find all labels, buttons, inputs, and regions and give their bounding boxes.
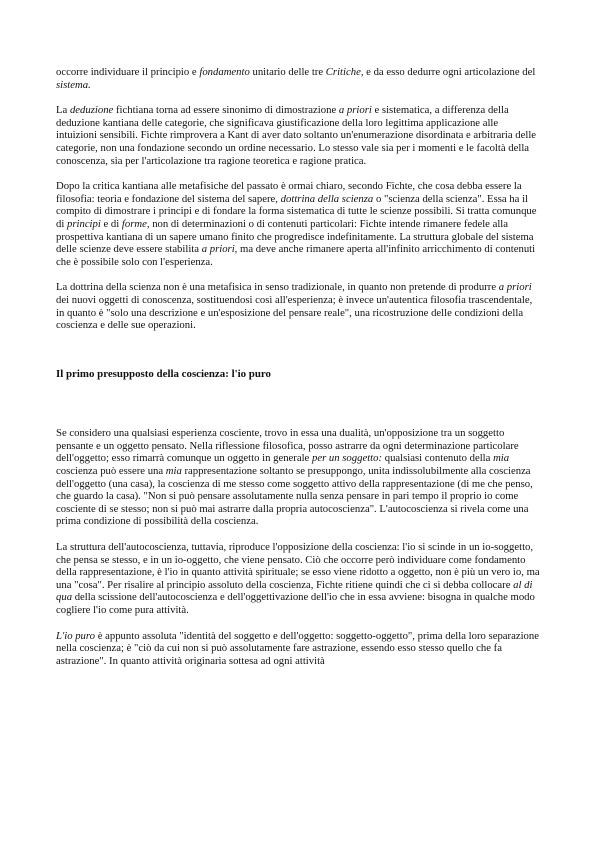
text-run: è appunto assoluta "identità del soggetto e dell'oggetto: soggetto-oggetto", prima della loro separazione nella coscienza; è "ciò da cui non si può assolutamente fare astrazione, essendo esso stesso quello che fa astrazione". In quanto attività originaria sottesa ad ogni attività bbox=[56, 629, 539, 667]
italic-text: deduzione bbox=[69, 104, 114, 117]
section-body bbox=[56, 427, 540, 667]
text-run: La dottrina della scienza non è una metafisica in senso tradizionale, in quanto non pretende di produrre bbox=[56, 281, 499, 294]
intro-section bbox=[56, 66, 540, 332]
text-run: La struttura dell'autocoscienza, tuttavia, riproduce l'opposizione della coscienza: l'io si scinde in un io-soggetto, che pensa se stesso, e in un io-oggetto, che viene pensato. Ciò che occorre però individuare come fondamento della rappresentazione, è l'io in quanto attività spirituale; se esso viene ridotto a oggetto, non è più un vero io, ma una "cosa". Per risalire al principio assoluto della coscienza, Fichte ritiene quindi che ci si debba collocare bbox=[56, 541, 540, 591]
text-run: ma deve anche rimanere aperta all'infinito arricchimento di contenuti che è possibile solo con l'esperienza. bbox=[56, 243, 536, 268]
italic-text: al di qua bbox=[56, 578, 533, 604]
section-heading: Il primo presupposto della coscienza: l'io puro bbox=[56, 367, 272, 380]
text-run: e da esso dedurre ogni articolazione del bbox=[363, 66, 536, 78]
italic-text: L'io puro bbox=[56, 629, 96, 642]
italic-text: mia bbox=[493, 452, 510, 465]
italic-text: mia bbox=[165, 465, 182, 478]
text-run: e sistematica, a differenza della deduzione kantiana delle categorie, che significava giustificazione della loro legittima applicazione alle intuizioni sensibili. Fichte rimprovera a Kant di aver dato soltanto un'enumerazione disordinata e arbitraria delle categorie, non una fondazione secondo un ordine necessario. Lo stesso vale sia per i momenti e le facoltà della conoscenza, sia per l'articolazione tra ragione teoretica e ragione pratica. bbox=[56, 104, 537, 167]
italic-text: fondamento bbox=[199, 66, 250, 78]
text-run: rappresentazione soltanto se presuppongo, unita indissolubilmente alla coscienza dell'oggetto (una casa), la coscienza di me stesso come soggetto attivo della rappresentazione (di me che penso, che guardo la casa). "Non si può pensare assolutamente nulla senza pensare in pari tempo il proprio io come cosciente di se stesso; non si può mai astrarre dalla propria autocoscienza". L'autocoscienza si rivela come una prima condizione di possibilità della coscienza. bbox=[56, 465, 533, 528]
italic-text: Critiche, bbox=[325, 66, 364, 78]
paragraph bbox=[56, 281, 540, 331]
paragraph bbox=[56, 180, 540, 268]
text-run: Dopo la critica kantiana alle metafisiche del passato è ormai chiaro, secondo Fichte, che cosa debba essere la filosofia: teoria e fondazione del sistema del sapere, bbox=[56, 180, 522, 205]
text-run: non di determinazioni o di contenuti particolari: Fichte intende rimanere fedele alla prospettiva kantiana di un sapere umano finito che progredisce indefinitamente. La struttura globale del sistema delle scienze deve essere stabilita bbox=[56, 217, 534, 256]
italic-text: principi bbox=[67, 217, 101, 230]
text-run: dei nuovi oggetti di conoscenza, sostituendosi così all'esperienza; è invece un'autentica filosofia trascendentale, in quanto è "solo una descrizione e un'esposizione del pensare reale", una ricostruzione delle condizioni della coscienza e delle sue operazioni. bbox=[56, 293, 533, 332]
italic-text: a priori bbox=[338, 104, 372, 117]
italic-text: per un soggetto: bbox=[311, 452, 383, 465]
paragraph bbox=[56, 104, 540, 167]
paragraph bbox=[56, 427, 540, 528]
text-run: Se considero una qualsiasi esperienza cosciente, trovo in essa una dualità, un'opposizione tra un soggetto pensante e un oggetto pensato. Nella riflessione filosofica, posso astrarre da ogni determinazione particolare dell'oggetto; esso rimarrà comunque un oggetto in generale bbox=[56, 427, 519, 465]
text-run: unitario delle tre bbox=[249, 66, 326, 78]
paragraph bbox=[56, 630, 540, 668]
text-run: o "scienza della scienza". Essa ha il compito di dimostrare i principi e di fondare la forma sistematica di tutte le scienze possibili. Si tratta comunque di bbox=[56, 192, 537, 230]
spacer bbox=[56, 380, 540, 427]
italic-text: dottrina della scienza bbox=[280, 192, 374, 205]
italic-text: a priori, bbox=[201, 243, 238, 256]
italic-text: a priori bbox=[498, 281, 532, 294]
italic-text: forme, bbox=[121, 217, 150, 230]
text-run: coscienza può essere una bbox=[56, 465, 166, 478]
text-run: e di bbox=[100, 217, 122, 230]
italic-text: sistema. bbox=[56, 78, 91, 91]
text-run: della scissione dell'autocoscienza e dell'oggettivazione dell'io che in essa avviene: bisogna in qualche modo cogliere l'io come pura attività. bbox=[56, 591, 535, 616]
text-run: occorre individuare il principio e bbox=[56, 66, 200, 78]
text-run: fichtiana torna ad essere sinonimo di dimostrazione bbox=[113, 104, 339, 117]
paragraph bbox=[56, 541, 540, 617]
paragraph bbox=[56, 66, 540, 91]
document-page bbox=[56, 66, 540, 680]
text-run: La bbox=[56, 104, 70, 117]
text-run: qualsiasi contenuto della bbox=[382, 452, 494, 465]
